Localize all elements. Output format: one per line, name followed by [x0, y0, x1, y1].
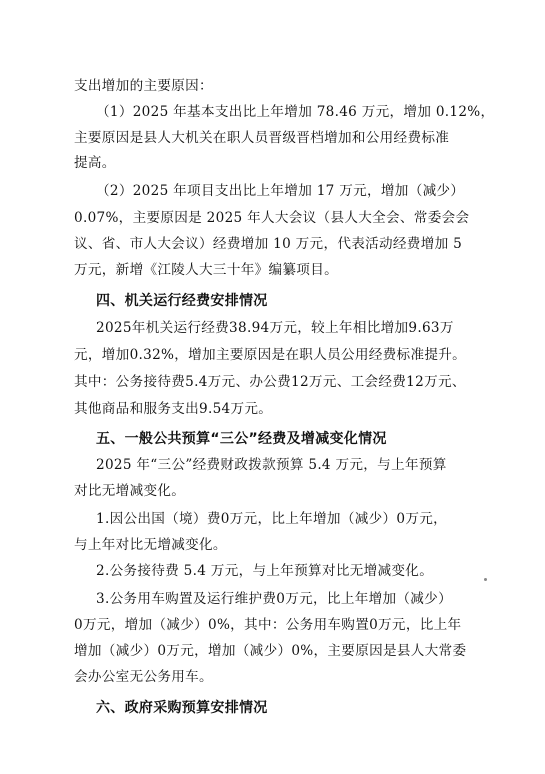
paragraph-line: 其中：公务接待费5.4万元、办公费12万元、工会经费12万元、: [74, 374, 466, 390]
paragraph-line: 0万元，增加（减少）0%，其中：公务用车购置0万元，比上年: [74, 617, 462, 633]
paragraph-line: 与上年对比无增减变化。: [74, 537, 227, 553]
paragraph-line: 2025年机关运行经费38.94万元，较上年相比增加9.63万: [96, 320, 454, 336]
paragraph-line: 1.因公出国（境）费0万元，比上年增加（减少）0万元，: [96, 511, 448, 527]
section-heading: 四、机关运行经费安排情况: [96, 293, 268, 309]
paragraph-line: 对比无增减变化。: [74, 483, 186, 499]
paragraph-line: 0.07%，主要原因是 2025 年人大会议（县人大全会、常委会会: [74, 210, 470, 226]
paragraph-line: 提高。: [74, 155, 116, 171]
paragraph-line: 增加（减少）0万元，增加（减少）0%，主要原因是县人大常委: [74, 643, 467, 659]
section-heading: 六、政府采购预算安排情况: [96, 700, 268, 716]
paragraph-line: 其他商品和服务支出9.54万元。: [74, 401, 273, 417]
scan-speck: [484, 578, 487, 581]
paragraph-line: 3.公务用车购置及运行维护费0万元，比上年增加（减少）: [96, 591, 452, 607]
paragraph-line: 2025 年“三公”经费财政拨款预算 5.4 万元，与上年预算: [96, 457, 447, 473]
paragraph-line: 万元，新增《江陵人大三十年》编纂项目。: [74, 262, 338, 278]
paragraph-line: 会办公室无公务用车。: [74, 669, 213, 685]
paragraph-line: 元，增加0.32%，增加主要原因是在职人员公用经费标准提升。: [74, 347, 467, 363]
paragraph-line: 主要原因是县人大机关在职人员晋级晋档增加和公用经费标准: [74, 130, 450, 146]
paragraph-line: （2）2025 年项目支出比上年增加 17 万元，增加（减少）: [96, 183, 465, 199]
section-heading: 五、一般公共预算“三公”经费及增减变化情况: [96, 431, 387, 447]
paragraph-line: 支出增加的主要原因：: [74, 78, 213, 94]
paragraph-line: （1）2025 年基本支出比上年增加 78.46 万元，增加 0.12%，: [96, 104, 495, 120]
paragraph-line: 2.公务接待费 5.4 万元，与上年预算对比无增减变化。: [96, 563, 434, 579]
paragraph-line: 议、省、市人大会议）经费增加 10 万元，代表活动经费增加 5: [74, 236, 463, 252]
